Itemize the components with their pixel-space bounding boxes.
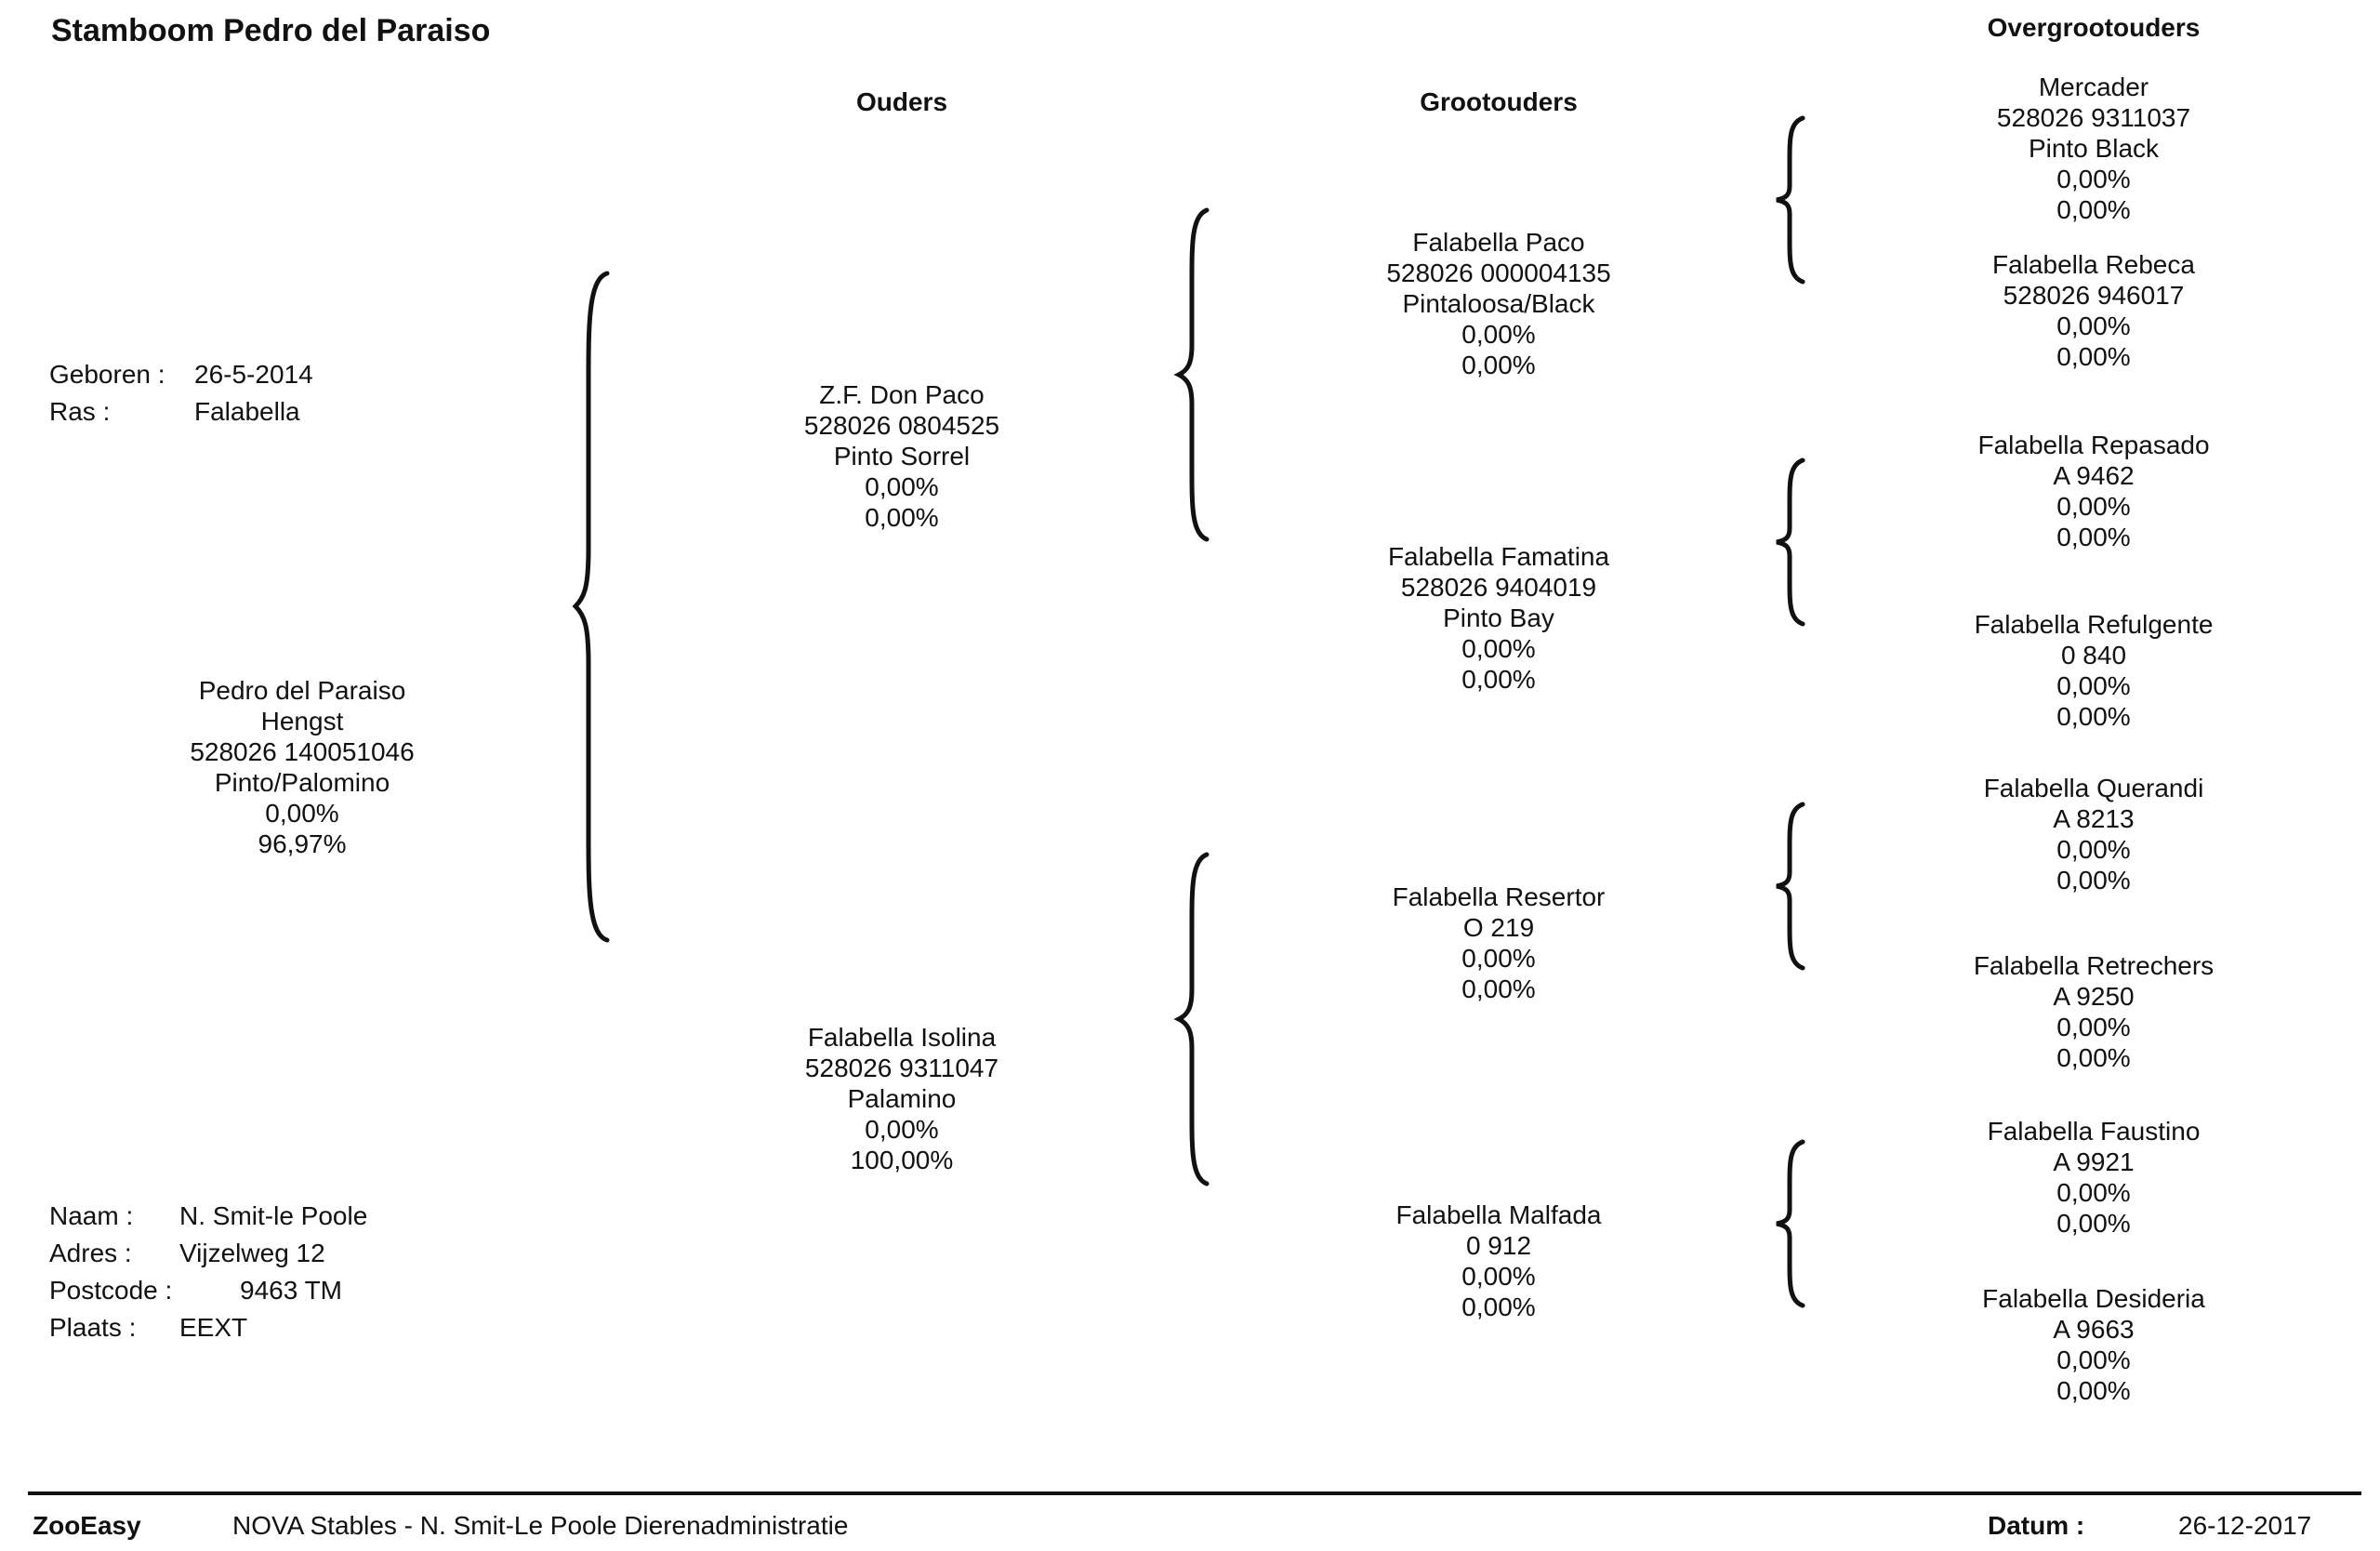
great-grandparent-pct1: 0,00%: [2056, 312, 2131, 340]
great-grandparent-pct1: 0,00%: [2056, 1346, 2131, 1374]
subject-pct2: 96,97%: [258, 829, 347, 858]
footer-date-value: 26-12-2017: [2178, 1511, 2312, 1540]
owner-address-label: Adres :: [49, 1239, 132, 1267]
great-grandparent-reg: A 9921: [2053, 1147, 2135, 1176]
great-grandparent-color: Pinto Black: [2028, 134, 2160, 163]
grandparent-4: [1257, 1200, 1740, 1322]
great-grandparent-pct1: 0,00%: [2056, 1178, 2131, 1207]
great-grandparent-reg: 528026 946017: [2003, 281, 2185, 310]
owner-postcode-value: 9463 TM: [240, 1276, 342, 1305]
great-grandparent-pct1: 0,00%: [2056, 1013, 2131, 1041]
parent-color: Pinto Sorrel: [833, 442, 971, 471]
brace-grandparent-1: [1771, 115, 1808, 285]
breed-value: Falabella: [194, 397, 300, 426]
grandparent-name: Falabella Malfada: [1395, 1200, 1602, 1229]
great-grandparent-reg: A 9462: [2053, 461, 2135, 490]
grandparent-pct2: 0,00%: [1461, 665, 1536, 694]
great-grandparent-1: [1852, 72, 2335, 225]
owner-city-label: Plaats :: [49, 1313, 137, 1342]
great-grandparent-pct2: 0,00%: [2056, 1376, 2131, 1405]
grandparent-name: Falabella Famatina: [1387, 542, 1610, 571]
great-grandparent-name: Falabella Querandi: [1983, 774, 2204, 802]
grandparent-pct2: 0,00%: [1461, 351, 1536, 379]
heading-grandparents: Grootouders: [1420, 87, 1578, 116]
owner-info: [49, 1198, 367, 1346]
brace-grandparent-4: [1771, 1139, 1808, 1308]
parent-reg: 528026 0804525: [803, 411, 1000, 440]
parent-name: Falabella Isolina: [807, 1023, 997, 1052]
owner-name-label: Naam :: [49, 1201, 134, 1230]
grandparent-reg: 0 912: [1465, 1231, 1532, 1260]
great-grandparent-name: Falabella Desideria: [1982, 1284, 2205, 1313]
great-grandparent-pct2: 0,00%: [2056, 702, 2131, 731]
great-grandparent-reg: A 9663: [2053, 1315, 2135, 1344]
great-grandparent-name: Falabella Repasado: [1977, 431, 2210, 459]
grandparent-pct1: 0,00%: [1461, 944, 1536, 973]
parent-pct1: 0,00%: [865, 472, 939, 501]
grandparent-color: Pinto Bay: [1443, 603, 1554, 632]
born-label: Geboren :: [49, 360, 165, 389]
grandparent-3: [1257, 882, 1740, 1004]
great-grandparent-pct1: 0,00%: [2056, 165, 2131, 193]
great-grandparent-name: Falabella Rebeca: [1992, 250, 2195, 279]
parent-reg: 528026 9311047: [804, 1054, 999, 1082]
great-grandparent-8: [1852, 1283, 2335, 1406]
great-grandparent-pct2: 0,00%: [2056, 195, 2131, 224]
great-grandparent-pct2: 0,00%: [2056, 523, 2131, 551]
parent-sire: [660, 379, 1144, 533]
parent-pct2: 100,00%: [850, 1146, 954, 1174]
great-grandparent-reg: A 9250: [2053, 982, 2135, 1011]
great-grandparent-3: [1852, 430, 2335, 552]
brace-subject: [572, 270, 609, 944]
footer-brand: ZooEasy: [33, 1511, 141, 1540]
owner-city-value: EEXT: [179, 1313, 248, 1342]
owner-name-value: N. Smit-le Poole: [179, 1201, 368, 1230]
great-grandparent-pct2: 0,00%: [2056, 1043, 2131, 1072]
great-grandparent-4: [1852, 609, 2335, 732]
footer-date-label: Datum :: [1988, 1511, 2085, 1540]
grandparent-reg: O 219: [1462, 913, 1535, 942]
great-grandparent-reg: 0 840: [2060, 641, 2127, 669]
grandparent-pct1: 0,00%: [1461, 1262, 1536, 1291]
great-grandparent-5: [1852, 773, 2335, 895]
grandparent-pct1: 0,00%: [1461, 320, 1536, 349]
grandparent-color: Pintaloosa/Black: [1402, 289, 1595, 318]
grandparent-name: Falabella Resertor: [1392, 882, 1606, 911]
subject-entry: [60, 675, 544, 859]
great-grandparent-reg: A 8213: [2053, 804, 2135, 833]
breed-label: Ras :: [49, 397, 111, 426]
great-grandparent-name: Mercader: [2038, 73, 2149, 101]
subject-color: Pinto/Palomino: [214, 768, 390, 797]
born-value: 26-5-2014: [194, 360, 313, 389]
subject-pct1: 0,00%: [265, 799, 339, 828]
brace-grandparent-2: [1771, 457, 1808, 627]
brace-parent-sire: [1173, 206, 1210, 543]
heading-great-grandparents: Overgrootouders: [1987, 13, 2201, 42]
parent-pct1: 0,00%: [865, 1115, 939, 1144]
great-grandparent-pct2: 0,00%: [2056, 866, 2131, 895]
owner-postcode-label: Postcode :: [49, 1276, 173, 1305]
footer-divider: [28, 1491, 2361, 1495]
grandparent-pct2: 0,00%: [1461, 974, 1536, 1003]
great-grandparent-2: [1852, 249, 2335, 372]
great-grandparent-pct2: 0,00%: [2056, 342, 2131, 371]
grandparent-reg: 528026 000004135: [1386, 258, 1611, 287]
great-grandparent-pct1: 0,00%: [2056, 492, 2131, 521]
parent-pct2: 0,00%: [865, 503, 939, 532]
great-grandparent-pct1: 0,00%: [2056, 671, 2131, 700]
owner-address-value: Vijzelweg 12: [179, 1239, 325, 1267]
grandparent-2: [1257, 541, 1740, 695]
grandparent-pct1: 0,00%: [1461, 634, 1536, 663]
grandparent-pct2: 0,00%: [1461, 1292, 1536, 1321]
parent-color: Palamino: [847, 1084, 957, 1113]
great-grandparent-pct1: 0,00%: [2056, 835, 2131, 864]
grandparent-name: Falabella Paco: [1412, 228, 1585, 257]
brace-parent-dam: [1173, 851, 1210, 1187]
subject-name: Pedro del Paraiso: [198, 676, 406, 705]
great-grandparent-reg: 528026 9311037: [1996, 103, 2191, 132]
subject-sex: Hengst: [260, 707, 344, 736]
great-grandparent-name: Falabella Retrechers: [1973, 951, 2215, 980]
brace-grandparent-3: [1771, 802, 1808, 971]
heading-parents: Ouders: [855, 87, 948, 116]
great-grandparent-name: Falabella Refulgente: [1974, 610, 2214, 639]
parent-name: Z.F. Don Paco: [819, 380, 985, 409]
great-grandparent-6: [1852, 950, 2335, 1073]
subject-reg: 528026 140051046: [190, 737, 415, 766]
grandparent-reg: 528026 9404019: [1400, 573, 1597, 602]
footer-org: NOVA Stables - N. Smit-Le Poole Dierenadministratie: [232, 1511, 849, 1540]
great-grandparent-name: Falabella Faustino: [1987, 1117, 2201, 1146]
page-title: Stamboom Pedro del Paraiso: [51, 13, 491, 48]
birth-info: [49, 356, 313, 431]
great-grandparent-pct2: 0,00%: [2056, 1209, 2131, 1238]
parent-dam: [660, 1022, 1144, 1175]
great-grandparent-7: [1852, 1116, 2335, 1239]
grandparent-1: [1257, 227, 1740, 380]
